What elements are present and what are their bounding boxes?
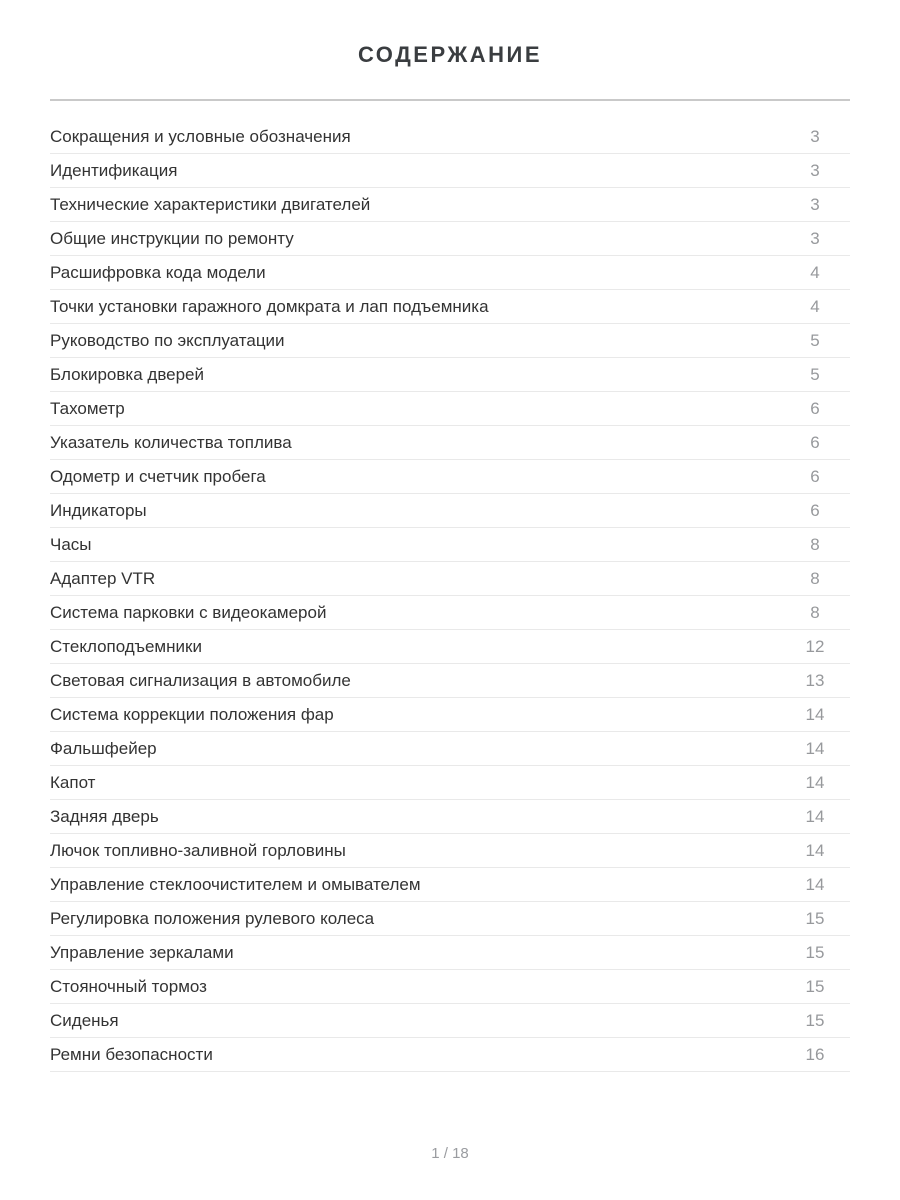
toc-entry-page: 3 — [810, 194, 820, 214]
toc-row[interactable] — [50, 596, 850, 630]
toc-entry-title: Система коррекции положения фар — [50, 704, 334, 724]
toc-entry-title: Управление стеклоочистителем и омывателем — [50, 874, 421, 894]
toc-entry-page: 14 — [805, 704, 825, 724]
toc-entry-page: 12 — [805, 636, 825, 656]
toc-entry-page: 5 — [810, 364, 820, 384]
page-title: СОДЕРЖАНИЕ — [357, 42, 543, 67]
toc-entry-page: 6 — [810, 500, 820, 520]
toc-row[interactable] — [50, 120, 850, 154]
toc-row[interactable] — [50, 732, 850, 766]
toc-row[interactable] — [50, 392, 850, 426]
toc-row[interactable] — [50, 902, 850, 936]
toc-entry-page: 8 — [810, 568, 820, 588]
toc-row[interactable] — [50, 256, 850, 290]
toc-entry-title: Технические характеристики двигателей — [50, 194, 371, 214]
toc-row[interactable] — [50, 766, 850, 800]
toc-entry-title: Фальшфейер — [50, 738, 157, 758]
toc-entry-page: 6 — [810, 466, 820, 486]
toc-entry-title: Идентификация — [50, 160, 178, 180]
toc-row[interactable] — [50, 324, 850, 358]
toc-entry-page: 6 — [810, 432, 820, 452]
toc-row[interactable] — [50, 970, 850, 1004]
toc-entry-title: Адаптер VTR — [50, 568, 156, 588]
toc-entry-title: Общие инструкции по ремонту — [50, 228, 294, 248]
toc-entry-page: 4 — [810, 296, 820, 316]
toc-row[interactable] — [50, 188, 850, 222]
toc-row[interactable] — [50, 1038, 850, 1072]
toc-entry-title: Ремни безопасности — [50, 1044, 213, 1064]
toc-list — [50, 120, 850, 1072]
toc-entry-title: Указатель количества топлива — [50, 432, 292, 452]
toc-row[interactable] — [50, 868, 850, 902]
toc-entry-title: Стояночный тормоз — [50, 976, 207, 996]
toc-row[interactable] — [50, 426, 850, 460]
toc-row[interactable] — [50, 290, 850, 324]
toc-entry-page: 8 — [810, 534, 820, 554]
toc-entry-title: Задняя дверь — [50, 806, 159, 826]
toc-row[interactable] — [50, 800, 850, 834]
title-divider — [50, 99, 850, 101]
toc-entry-page: 15 — [805, 976, 825, 996]
toc-entry-page: 3 — [810, 160, 820, 180]
toc-row[interactable] — [50, 698, 850, 732]
toc-entry-title: Одометр и счетчик пробега — [50, 466, 266, 486]
toc-row[interactable] — [50, 1004, 850, 1038]
toc-entry-page: 15 — [805, 942, 825, 962]
toc-entry-page: 3 — [810, 228, 820, 248]
toc-entry-page: 14 — [805, 874, 825, 894]
toc-row[interactable] — [50, 358, 850, 392]
toc-entry-title: Световая сигнализация в автомобиле — [50, 670, 351, 690]
toc-row[interactable] — [50, 936, 850, 970]
toc-entry-page: 14 — [805, 738, 825, 758]
toc-entry-page: 15 — [805, 1010, 825, 1030]
toc-entry-title: Система парковки с видеокамерой — [50, 602, 327, 622]
toc-row[interactable] — [50, 528, 850, 562]
toc-entry-page: 13 — [805, 670, 825, 690]
toc-entry-title: Тахометр — [50, 398, 125, 418]
toc-entry-page: 14 — [805, 840, 825, 860]
toc-row[interactable] — [50, 460, 850, 494]
toc-row[interactable] — [50, 834, 850, 868]
toc-entry-title: Стеклоподъемники — [50, 636, 202, 656]
toc-row[interactable] — [50, 222, 850, 256]
toc-entry-title: Управление зеркалами — [50, 942, 234, 962]
toc-row[interactable] — [50, 562, 850, 596]
toc-entry-page: 4 — [810, 262, 820, 282]
toc-entry-title: Индикаторы — [50, 500, 147, 520]
toc-entry-page: 5 — [810, 330, 820, 350]
toc-entry-page: 3 — [810, 126, 820, 146]
toc-entry-page: 8 — [810, 602, 820, 622]
toc-entry-title: Сокращения и условные обозначения — [50, 126, 351, 146]
toc-entry-page: 6 — [810, 398, 820, 418]
toc-row[interactable] — [50, 630, 850, 664]
toc-entry-title: Руководство по эксплуатации — [50, 330, 285, 350]
toc-entry-title: Регулировка положения рулевого колеса — [50, 908, 375, 928]
toc-entry-page: 15 — [805, 908, 825, 928]
toc-row[interactable] — [50, 664, 850, 698]
toc-entry-title: Сиденья — [50, 1010, 119, 1030]
toc-entry-title: Блокировка дверей — [50, 364, 205, 384]
toc-entry-title: Часы — [50, 534, 92, 554]
toc-entry-title: Капот — [50, 772, 96, 792]
toc-row[interactable] — [50, 154, 850, 188]
toc-row[interactable] — [50, 494, 850, 528]
page-indicator: 1 / 18 — [431, 1145, 469, 1162]
toc-entry-title: Точки установки гаражного домкрата и лап подъемника — [50, 296, 489, 316]
toc-entry-title: Лючок топливно-заливной горловины — [50, 840, 346, 860]
toc-entry-page: 14 — [805, 772, 825, 792]
toc-entry-title: Расшифровка кода модели — [50, 262, 266, 282]
toc-entry-page: 16 — [805, 1044, 825, 1064]
toc-entry-page: 14 — [805, 806, 825, 826]
